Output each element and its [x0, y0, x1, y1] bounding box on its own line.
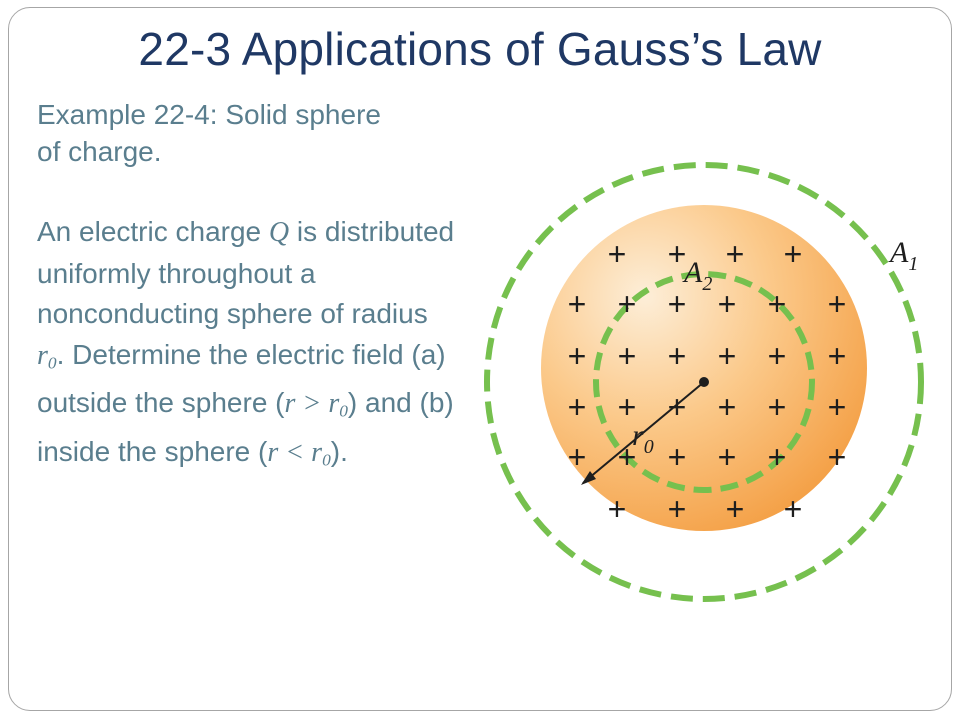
plus-sign: + — [767, 439, 787, 475]
plus-sign: + — [567, 286, 587, 322]
charge-symbol: Q — [268, 217, 290, 248]
plus-sign: + — [767, 389, 787, 425]
slide-title: 22-3 Applications of Gauss’s Law — [138, 23, 822, 75]
plus-sign: + — [667, 491, 687, 527]
plus-sign: + — [827, 338, 847, 374]
plus-sign: + — [717, 439, 737, 475]
plus-sign: + — [827, 439, 847, 475]
problem-statement — [37, 212, 457, 481]
plus-sign: + — [725, 491, 745, 527]
plus-sign: + — [767, 338, 787, 374]
plus-sign: + — [607, 236, 627, 272]
plus-sign: + — [717, 286, 737, 322]
plus-sign: + — [667, 286, 687, 322]
plus-sign: + — [767, 286, 787, 322]
surface-a2-label: $A_2$ — [684, 256, 713, 295]
plus-sign: + — [567, 439, 587, 475]
plus-sign: + — [827, 389, 847, 425]
text-segment: ). — [330, 436, 348, 468]
plus-sign: + — [667, 338, 687, 374]
text-segment: An electric charge — [37, 216, 269, 247]
plus-sign: + — [783, 491, 803, 527]
condition-outside: $r > r_0$ — [284, 388, 348, 421]
plus-sign: + — [667, 236, 687, 272]
sphere-diagram — [470, 150, 950, 690]
plus-sign: + — [567, 338, 587, 374]
radius-label: $r_0$ — [632, 419, 654, 458]
text-segment: is distributed uniformly throughout a nonconducting sphere of radius — [37, 216, 455, 329]
plus-sign: + — [827, 286, 847, 322]
charged-sphere — [541, 205, 867, 531]
plus-sign: + — [617, 439, 637, 475]
text-segment: ) and (b) inside the sphere ( — [37, 387, 454, 468]
condition-inside: $r < r_0$ — [267, 437, 331, 470]
plus-sign: + — [717, 338, 737, 374]
plus-sign: + — [617, 286, 637, 322]
plus-sign: + — [783, 236, 803, 272]
example-heading: Example 22-4: Solid sphere of charge. — [37, 99, 381, 167]
plus-sign: + — [667, 439, 687, 475]
plus-sign: + — [607, 491, 627, 527]
plus-sign: + — [667, 389, 687, 425]
plus-sign: + — [725, 236, 745, 272]
plus-sign: + — [617, 338, 637, 374]
plus-sign: + — [567, 389, 587, 425]
text-segment: . Determine the electric field (a) outside the sphere ( — [37, 338, 446, 419]
sphere-center-dot — [699, 377, 709, 387]
radius-symbol: $r_0$ — [37, 339, 57, 372]
plus-sign: + — [717, 389, 737, 425]
plus-sign: + — [617, 389, 637, 425]
surface-a1-label: $A_1$ — [890, 236, 919, 275]
